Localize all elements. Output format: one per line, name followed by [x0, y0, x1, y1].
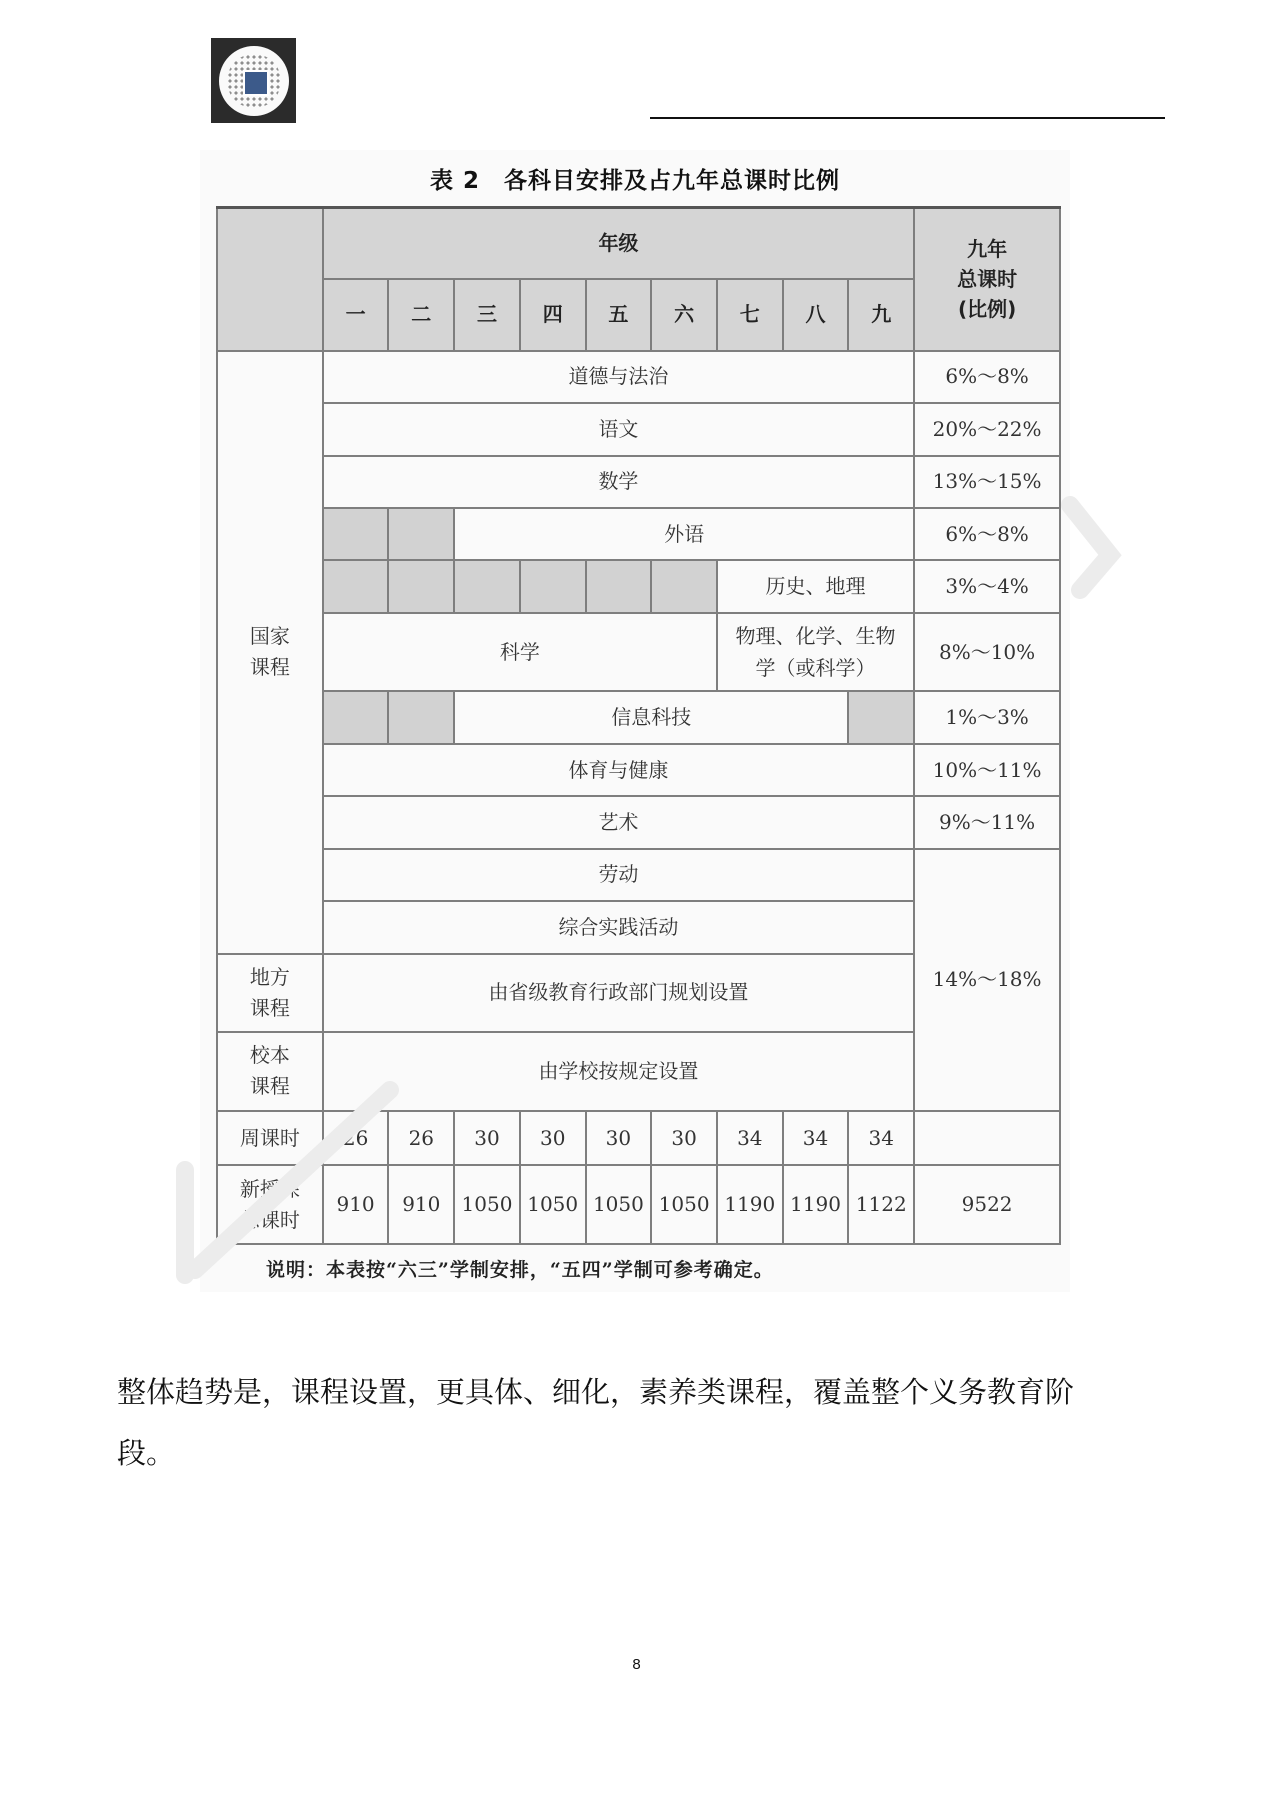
weekly-hours-cell: 26	[323, 1111, 389, 1165]
total-hours-cell: 910	[388, 1165, 454, 1244]
subject-comprehensive-practice: 综合实践活动	[323, 901, 914, 953]
grade-header: 年级	[323, 208, 914, 280]
header-rule	[650, 117, 1165, 119]
ratio-science: 8%～10%	[914, 613, 1060, 692]
total-hours-cell: 1190	[717, 1165, 783, 1244]
weekly-hours-cell: 30	[586, 1111, 652, 1165]
grade-6: 六	[651, 279, 717, 351]
table-caption: 表 2 各科目安排及占九年总课时比例	[429, 168, 840, 194]
subject-information-technology: 信息科技	[454, 691, 848, 743]
grade-1: 一	[323, 279, 389, 351]
ratio-pe-health: 10%～11%	[914, 744, 1060, 796]
local-curriculum-label: 地方 课程	[217, 954, 323, 1033]
weekly-hours-cell: 30	[454, 1111, 520, 1165]
weekly-hours-cell: 30	[651, 1111, 717, 1165]
empty-cell	[323, 691, 389, 743]
total-hours-cell: 1190	[783, 1165, 849, 1244]
weekly-hours-total-empty	[914, 1111, 1060, 1165]
local-curriculum-description: 由省级教育行政部门规划设置	[323, 954, 914, 1033]
weekly-hours-cell: 34	[848, 1111, 914, 1165]
ratio-information-technology: 1%～3%	[914, 691, 1060, 743]
total-ratio-header: 九年 总课时 (比例)	[914, 208, 1060, 351]
empty-cell	[388, 560, 454, 612]
body-paragraph: 整体趋势是，课程设置，更具体、细化，素养类课程，覆盖整个义务教育阶段。	[117, 1375, 1075, 1470]
national-curriculum-label: 国家 课程	[217, 351, 323, 954]
empty-cell	[586, 560, 652, 612]
grade-9: 九	[848, 279, 914, 351]
subject-math: 数学	[323, 456, 914, 508]
school-curriculum-label: 校本 课程	[217, 1032, 323, 1111]
grade-3: 三	[454, 279, 520, 351]
ratio-math: 13%～15%	[914, 456, 1060, 508]
subject-foreign-language: 外语	[454, 508, 914, 560]
grade-8: 八	[783, 279, 849, 351]
grade-4: 四	[520, 279, 586, 351]
total-hours-cell: 910	[323, 1165, 389, 1244]
weekly-hours-cell: 34	[717, 1111, 783, 1165]
total-hours-cell: 1050	[586, 1165, 652, 1244]
ratio-art: 9%～11%	[914, 796, 1060, 848]
subject-physics-chemistry-biology: 物理、化学、生物 学（或科学）	[717, 613, 914, 692]
total-hours-cell: 1050	[651, 1165, 717, 1244]
empty-cell	[323, 560, 389, 612]
subject-morality: 道德与法治	[323, 351, 914, 403]
empty-cell	[388, 691, 454, 743]
ratio-combined: 14%～18%	[914, 849, 1060, 1111]
grade-2: 二	[388, 279, 454, 351]
empty-cell	[520, 560, 586, 612]
curriculum-table	[216, 206, 1061, 1245]
total-hours-label: 新授课 总课时	[217, 1165, 323, 1244]
total-hours-cell: 1050	[520, 1165, 586, 1244]
weekly-hours-cell: 30	[520, 1111, 586, 1165]
subject-chinese: 语文	[323, 403, 914, 455]
empty-cell	[454, 560, 520, 612]
table-footnote: 说明：本表按“六三”学制安排，“五四”学制可参考确定。	[266, 1259, 774, 1281]
subject-science: 科学	[323, 613, 717, 692]
weekly-hours-cell: 26	[388, 1111, 454, 1165]
subject-pe-health: 体育与健康	[323, 744, 914, 796]
grade-5: 五	[586, 279, 652, 351]
subject-art: 艺术	[323, 796, 914, 848]
subject-history-geography: 历史、地理	[717, 560, 914, 612]
school-curriculum-description: 由学校按规定设置	[323, 1032, 914, 1111]
ratio-chinese: 20%～22%	[914, 403, 1060, 455]
total-hours-cell: 1122	[848, 1165, 914, 1244]
table-figure	[200, 150, 1070, 1292]
corner-cell	[217, 208, 323, 351]
empty-cell	[388, 508, 454, 560]
weekly-hours-label: 周课时	[217, 1111, 323, 1165]
subject-labor: 劳动	[323, 849, 914, 901]
total-hours-cell: 1050	[454, 1165, 520, 1244]
empty-cell	[651, 560, 717, 612]
ratio-morality: 6%～8%	[914, 351, 1060, 403]
grade-7: 七	[717, 279, 783, 351]
weekly-hours-cell: 34	[783, 1111, 849, 1165]
empty-cell	[323, 508, 389, 560]
empty-cell	[848, 691, 914, 743]
ratio-foreign-language: 6%～8%	[914, 508, 1060, 560]
grand-total-hours: 9522	[914, 1165, 1060, 1244]
ratio-history-geography: 3%～4%	[914, 560, 1060, 612]
qr-code-logo-icon	[211, 38, 296, 123]
page-number: 8	[632, 1656, 641, 1673]
